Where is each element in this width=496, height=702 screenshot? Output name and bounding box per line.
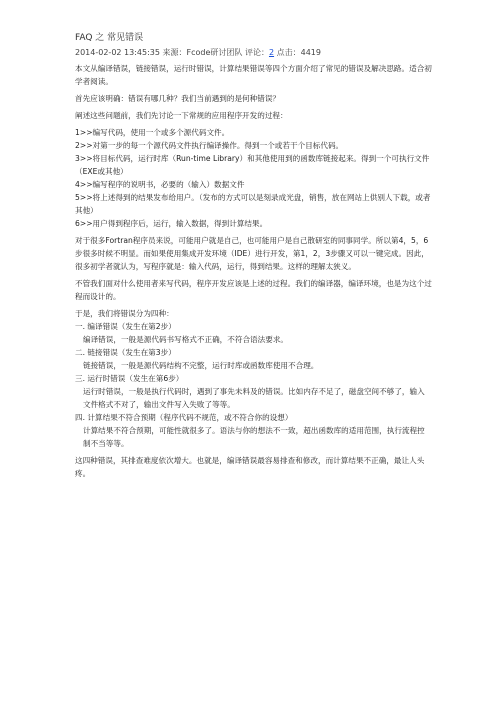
comment-label: 评论： [244,48,269,57]
step-3: 3>>将目标代码，运行时库（Run-time Library）和其他使用到的函数库链接起来。得到一个可执行文件（EXE或其他） [75,154,430,176]
step-5: 5>>将上述得到的结果发布给用户。（发布的方式可以是刻录成光盘，销售，放在网站上供别人下载，或者其他） [75,193,431,215]
error-type-2-desc: 链接错误，一般是源代码结构不完整，运行时库或函数库使用不合理。 [83,361,319,370]
error-type-4-heading: 四. 计算结果不符合预期（程序代码不规范，或不符合你的设想） [75,413,293,422]
article-meta [75,47,432,58]
post-source: 来源：Fcode研讨团队 [162,48,243,57]
intro-paragraph: 本文从编译错误，链接错误，运行时错误，计算结果错误等四个方面介绍了常见的错误及解决思路。适合初学者阅读。 [75,64,432,86]
error-type-4-desc: 计算结果不符合预期，可能性就很多了。语法与你的想法不一致，超出函数库的适用范围，执行流程控制不当等等。 [83,426,425,448]
comment-count-link[interactable]: 2 [268,48,275,57]
error-type-1-heading: 一. 编译错误（发生在第2步） [75,322,176,331]
fortran-paragraph: 对于很多Fortran程序员来说，可能用户就是自己，也可能用户是自己散研室的同事同学。所以第4，5，6步很多时候不明显。而如果使用集成开发环境（IDE）进行开发，第1，2，3步骤又可以一键完成。因此，很多初学者就认为，写程序就是：输入代码，运行，得到结果。这样的理解太狭义。 [75,236,429,271]
error-type-1-desc: 编译错误，一般是源代码书写格式不正确，不符合语法要求。 [83,335,289,344]
process-intro: 阐述这些问题前，我们先讨论一下常规的应用程序开发的过程： [75,111,288,120]
step-2: 2>>对第一步的每一个源代码文件执行编译操作。得到一个或若干个目标代码。 [75,141,344,150]
error-type-3-desc: 运行时错误，一般是执行代码时，遇到了事先未料及的错误。比如内存不足了，磁盘空间不够了，输入文件格式不对了，输出文件写入失败了等等。 [83,387,425,409]
question-line: 首先应该明确：错误有哪几种？我们当前遇到的是何种错误？ [75,94,281,103]
process-paragraph: 不管我们面对什么使用者来写代码，程序开发应该是上述的过程。我们的编译器，编译环境，也是为这个过程而设计的。 [75,279,432,301]
step-6: 6>>用户得到程序后，运行，输入数据，得到计算结果。 [75,219,268,228]
error-type-2-heading: 二. 链接错误（发生在第3步） [75,348,176,357]
conclusion-paragraph: 这四种错误，其排查难度依次增大。也就是，编译错误最容易排查和修改，而计算结果不正确，最让人头疼。 [75,456,425,478]
step-4: 4>>编写程序的说明书，必要的（输入）数据文件 [75,180,245,189]
post-date: 2014-02-02 13:45:35 [75,48,160,57]
error-types-intro: 于是，我们将错误分为四种： [75,309,174,318]
step-1: 1>>编写代码，使用一个或多个源代码文件。 [75,128,230,137]
click-count: 点击：4419 [276,48,321,57]
page-title: FAQ 之 常见错误 [75,33,144,43]
error-type-3-heading: 三. 运行时错误（发生在第6步） [75,374,184,383]
